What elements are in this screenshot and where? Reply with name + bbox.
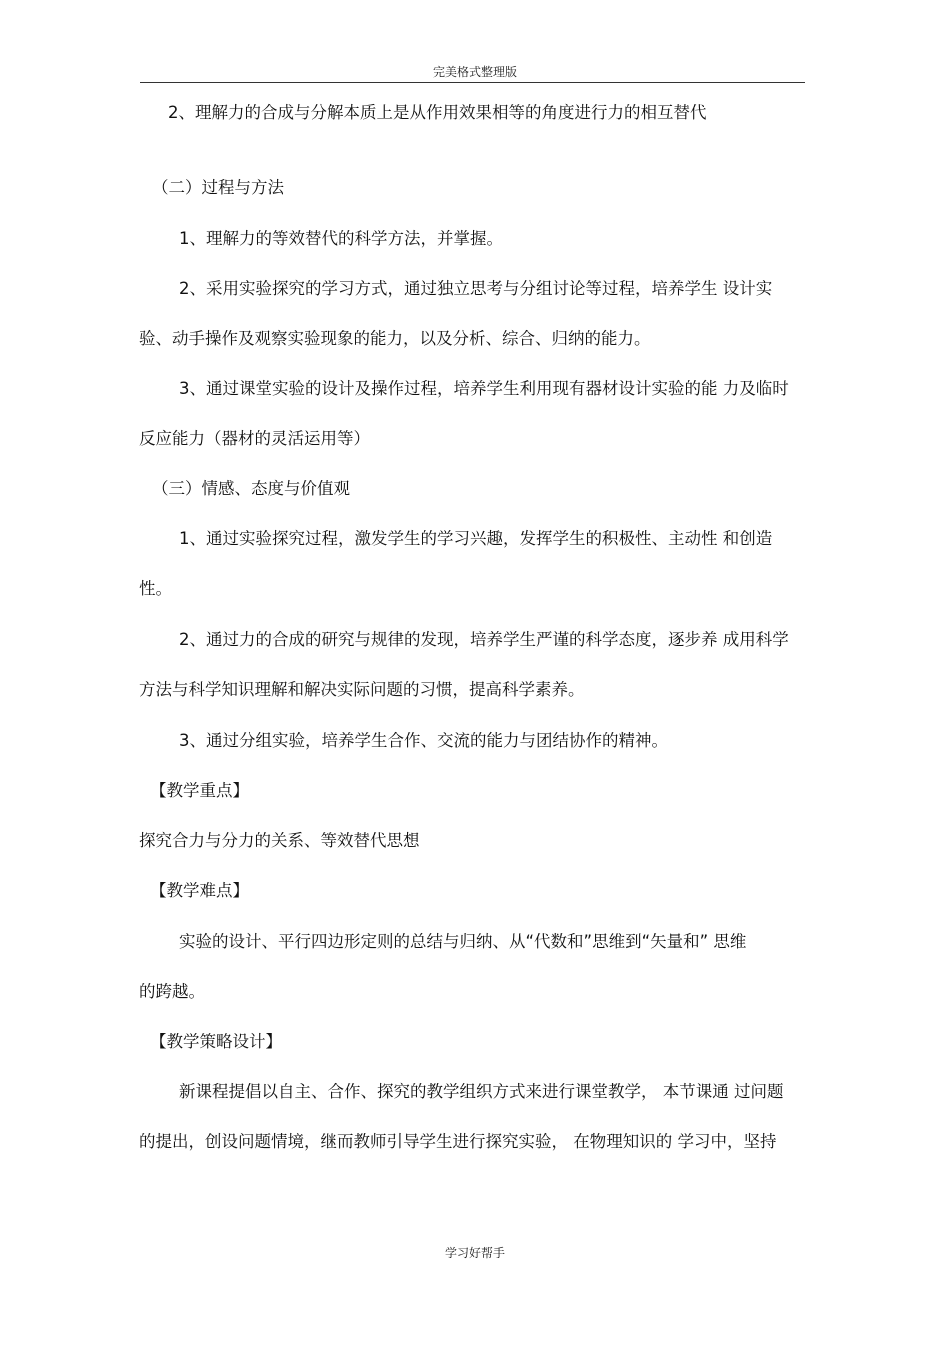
text-line: 2、理解力的合成与分解本质上是从作用效果相等的角度进行力的相互替代 — [168, 103, 707, 122]
text-line: 2、采用实验探究的学习方式，通过独立思考与分组讨论等过程，培养学生 设计实 — [179, 279, 773, 298]
text-line: 方法与科学知识理解和解决实际问题的习惯，提高科学素养。 — [139, 680, 585, 699]
section-heading: 【教学重点】 — [150, 781, 249, 800]
text-line: 新课程提倡以自主、合作、探究的教学组织方式来进行课堂教学， 本节课通 过问题 — [179, 1082, 784, 1101]
header-divider — [140, 82, 805, 83]
text-line: 反应能力（器材的灵活运用等） — [139, 429, 370, 448]
text-line: 的跨越。 — [139, 982, 205, 1001]
text-line: 验、动手操作及观察实验现象的能力，以及分析、综合、归纳的能力。 — [139, 329, 651, 348]
page-header: 完美格式整理版 — [432, 65, 517, 79]
text-line: 1、理解力的等效替代的科学方法，并掌握。 — [179, 229, 503, 248]
section-heading: （三）情感、态度与价值观 — [152, 479, 350, 498]
text-line: 3、通过分组实验，培养学生合作、交流的能力与团结协作的精神。 — [179, 731, 668, 750]
section-heading: 【教学策略设计】 — [150, 1032, 282, 1051]
text-line: 探究合力与分力的关系、等效替代思想 — [139, 831, 420, 850]
text-line: 1、通过实验探究过程，激发学生的学习兴趣，发挥学生的积极性、主动性 和创造 — [179, 529, 773, 548]
text-line: 实验的设计、平行四边形定则的总结与归纳、从“代数和”思维到“矢量和” 思维 — [179, 932, 747, 951]
page-footer: 学习好帮手 — [444, 1246, 505, 1260]
section-heading: （二）过程与方法 — [152, 178, 284, 197]
text-line: 2、通过力的合成的研究与规律的发现，培养学生严谨的科学态度，逐步养 成用科学 — [179, 630, 789, 649]
section-heading: 【教学难点】 — [150, 881, 249, 900]
text-line: 性。 — [139, 579, 172, 598]
text-line: 3、通过课堂实验的设计及操作过程，培养学生利用现有器材设计实验的能 力及临时 — [179, 379, 789, 398]
text-line: 的提出，创设问题情境，继而教师引导学生进行探究实验， 在物理知识的 学习中，坚持 — [139, 1132, 777, 1151]
